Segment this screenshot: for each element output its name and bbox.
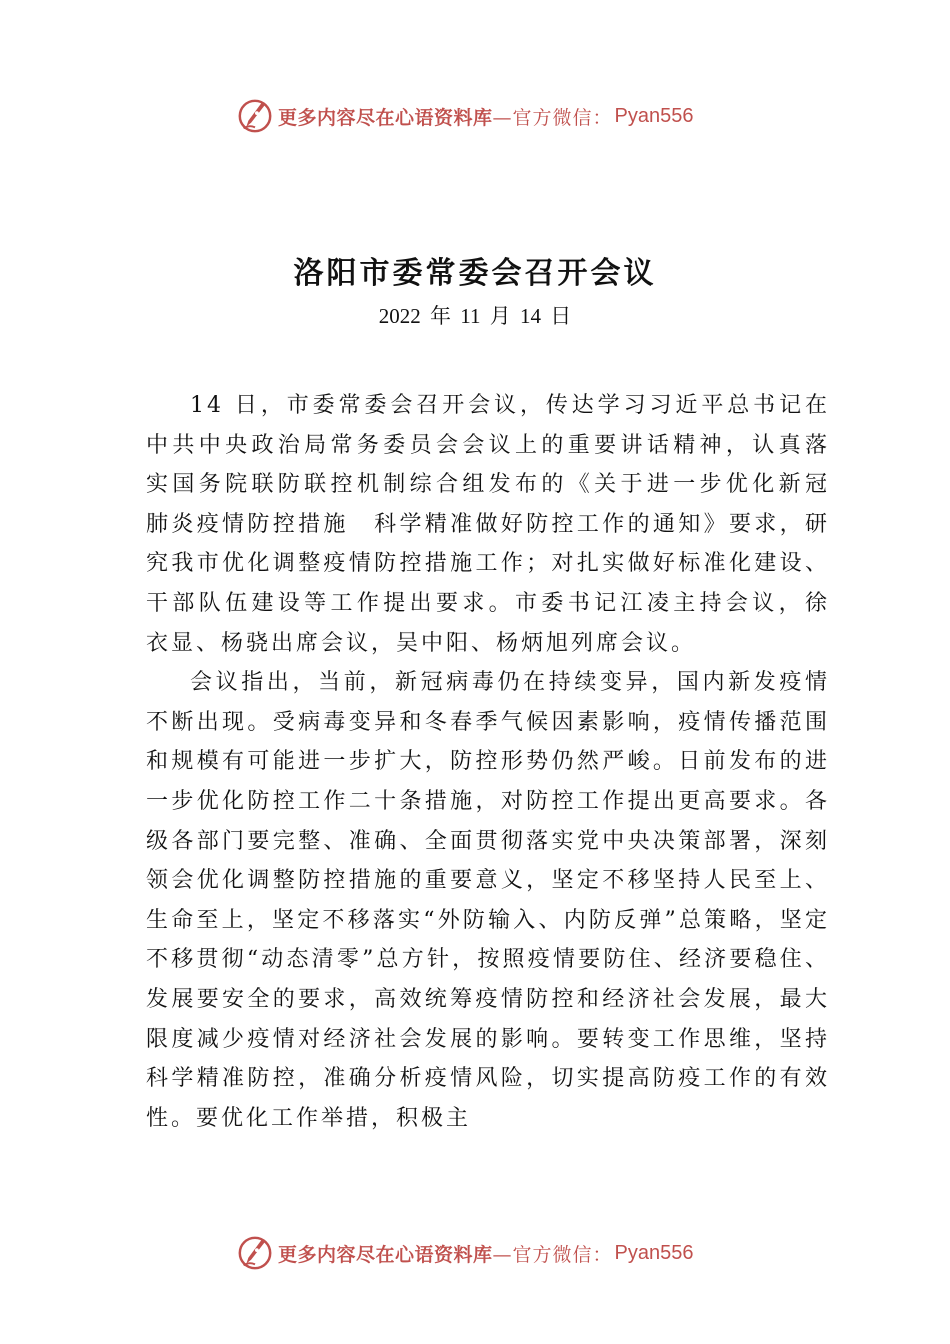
document-title: 洛阳市委常委会召开会议 (293, 256, 657, 291)
watermark-suffix: —官方微信： (492, 1243, 613, 1266)
watermark-wechat-id: Pyan556 (614, 1241, 694, 1264)
body-paragraph: 会议指出，当前，新冠病毒仍在持续变异，国内新发疫情不断出现。受病毒变异和冬春季气候因素影响，疫情传播范围和规模有可能进一步扩大，防控形势仍然严峻。日前发布的进一步优化防控工作二十条措施，对防控工作提出更高要求。各级各部门要完整、准确、全面贯彻落实党中央决策部署，深刻领会优化调整防控措施的重要意义，坚定不移坚持人民至上、生命至上，坚定不移落实“外防输入、内防反弹”总策略，坚定不移贯彻“动态清零”总方针，按照疫情要防住、经济要稳住、发展要安全的要求，高效统筹疫情防控和经济社会发展，最大限度减少疫情对经济社会发展的影响。要转变工作思维，坚持科学精准防控，准确分析疫情风险，切实提高防疫工作的有效性。要优化工作举措，积极主 (146, 670, 830, 1131)
watermark-brand: 更多内容尽在心语资料库 (278, 106, 493, 129)
document-body (146, 386, 856, 1138)
header-watermark (236, 96, 694, 136)
footer-watermark (236, 1233, 694, 1273)
pen-nib-circle-icon (236, 1234, 274, 1272)
watermark-brand: 更多内容尽在心语资料库 (278, 1243, 493, 1266)
watermark-wechat-id: Pyan556 (614, 104, 694, 127)
document-date: 2022 年 11 月 14 日 (378, 304, 572, 328)
body-paragraph: 14 日，市委常委会召开会议，传达学习习近平总书记在 中共中央政治局常务委员会会议上的重要讲话精神，认真落 实国务院联防联控机制综合组发布的《关于进一步优化新冠 肺炎疫情防控措施 科学精准做好防控工作的通知》要求，研究我市优化调整疫情防控措施工作；对扎实做好标准化建设、干部队伍建设等工作提出要求。市委书记江凌主持会议，徐 衣显、杨骁出席会议，吴中阳、杨炳旭列席会议。 (146, 393, 856, 656)
watermark-suffix: —官方微信： (492, 106, 613, 129)
pen-nib-circle-icon (236, 97, 274, 135)
